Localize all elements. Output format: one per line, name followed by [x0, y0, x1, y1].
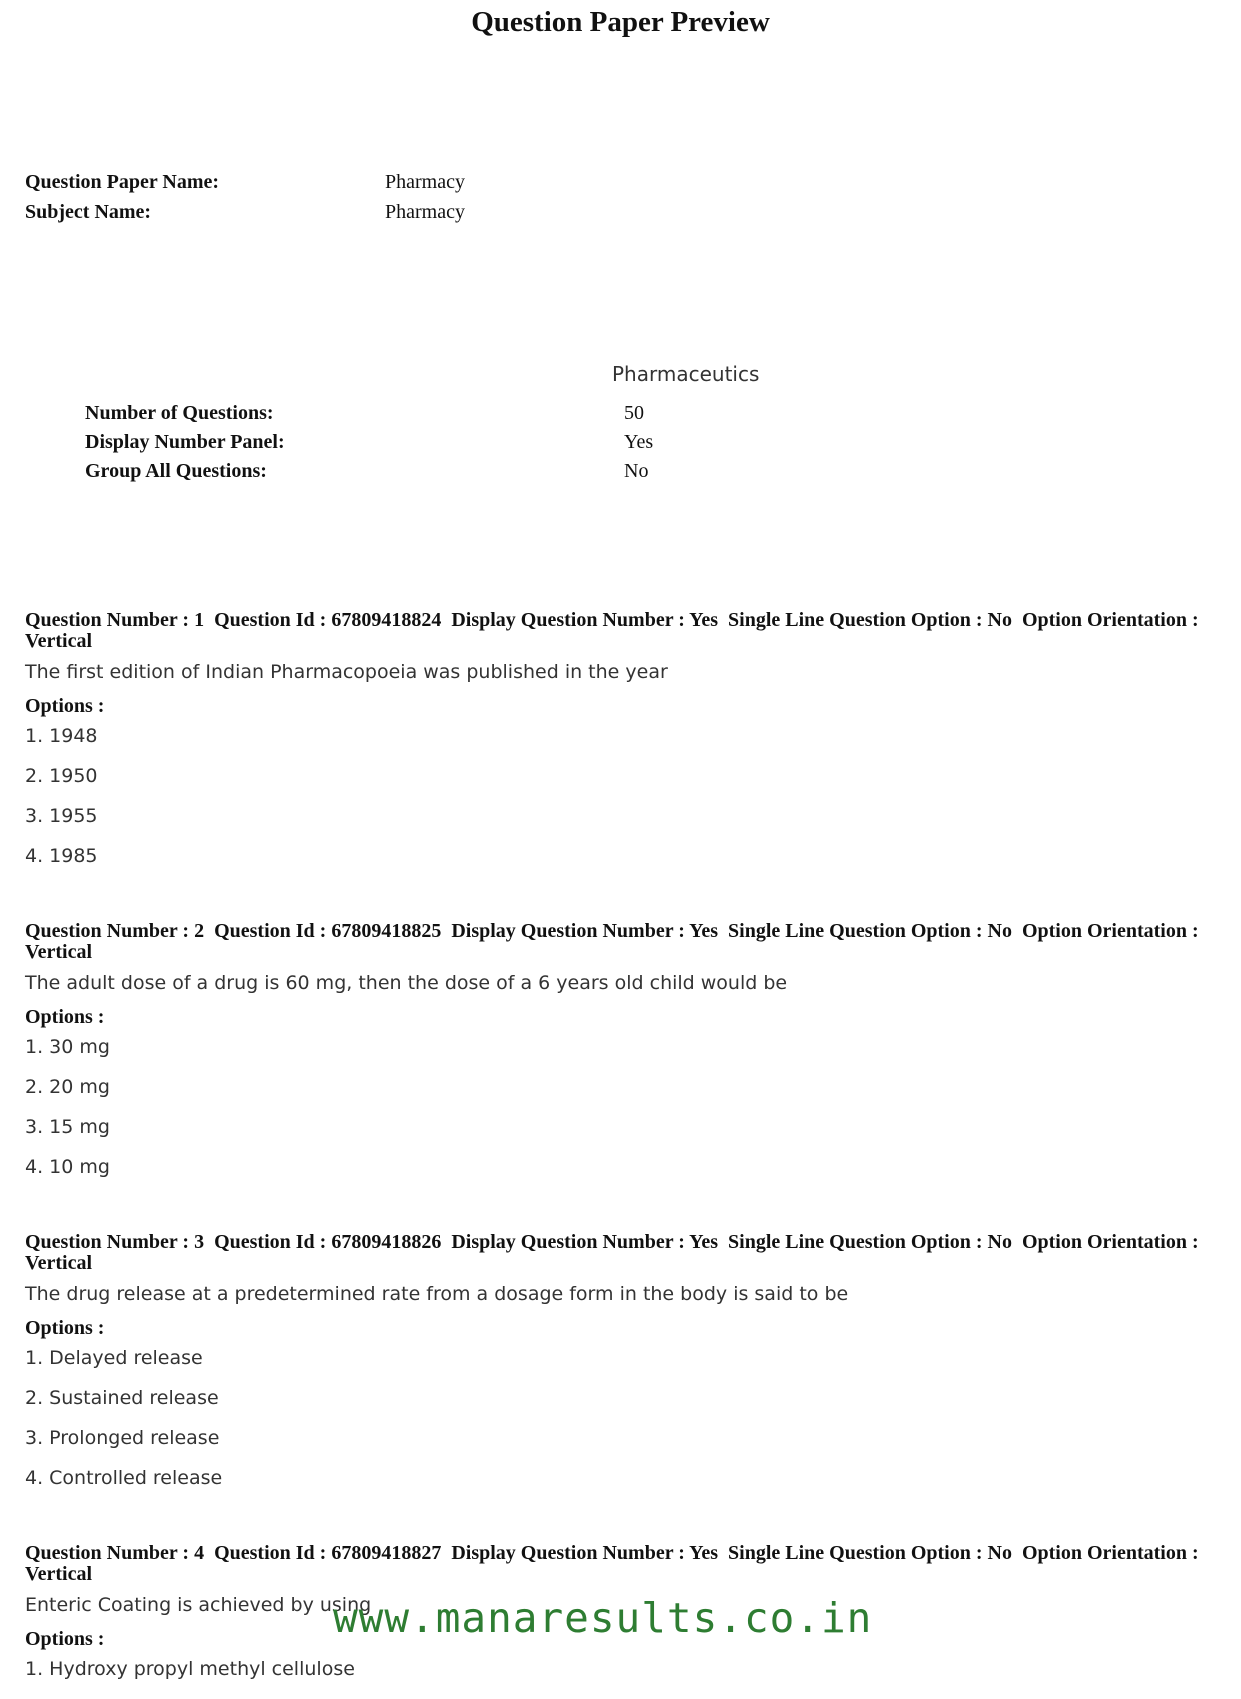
option-item: 3. 15 mg [25, 1116, 110, 1138]
options-label: Options : [25, 1628, 105, 1650]
section-row-value: Yes [624, 431, 654, 453]
section-row-value: No [624, 460, 649, 482]
question-block-2 [25, 921, 1215, 1189]
option-item: 4. Controlled release [25, 1467, 223, 1489]
paper-name-label: Question Paper Name: [25, 171, 220, 193]
option-item: 3. 1955 [25, 805, 98, 827]
section-row-value: 50 [624, 402, 644, 424]
question-block-3 [25, 1232, 1215, 1500]
option-item: 4. 10 mg [25, 1156, 110, 1178]
question-header: Question Number : 4 Question Id : 67809418827 Display Question Number : Yes Single Line Question Option : No Option Orientation : Vertical [25, 1542, 1204, 1585]
section-row-label: Number of Questions: [85, 402, 274, 424]
options-label: Options : [25, 695, 105, 717]
paper-name-value: Pharmacy [385, 171, 465, 193]
page-title: Question Paper Preview [471, 6, 770, 38]
option-item: 1. 30 mg [25, 1036, 110, 1058]
subject-name-value: Pharmacy [385, 201, 465, 223]
option-item: 2. Sustained release [25, 1387, 219, 1409]
option-item: 3. Prolonged release [25, 1427, 220, 1449]
question-header: Question Number : 2 Question Id : 67809418825 Display Question Number : Yes Single Line Question Option : No Option Orientation : Vertical [25, 920, 1204, 963]
question-header: Question Number : 3 Question Id : 67809418826 Display Question Number : Yes Single Line Question Option : No Option Orientation : Vertical [25, 1231, 1204, 1274]
option-item: 2. 1950 [25, 765, 98, 787]
section-name: Pharmaceutics [612, 362, 760, 386]
question-text: The adult dose of a drug is 60 mg, then the dose of a 6 years old child would be [25, 972, 788, 994]
question-text: The first edition of Indian Pharmacopoeia was published in the year [25, 661, 668, 683]
option-item: 1. 1948 [25, 725, 98, 747]
subject-name-label: Subject Name: [25, 201, 152, 223]
option-item: 1. Delayed release [25, 1347, 203, 1369]
section-row-label: Group All Questions: [85, 460, 267, 482]
option-item: 4. 1985 [25, 845, 98, 867]
options-label: Options : [25, 1317, 105, 1339]
question-block-1 [25, 610, 1215, 878]
website-watermark: www.manaresults.co.in [333, 1594, 873, 1642]
section-row-label: Display Number Panel: [85, 431, 285, 453]
option-item: 2. 20 mg [25, 1076, 110, 1098]
question-text: Enteric Coating is achieved by using [25, 1594, 372, 1616]
option-item: 1. Hydroxy propyl methyl cellulose [25, 1658, 355, 1680]
options-label: Options : [25, 1006, 105, 1028]
question-header: Question Number : 1 Question Id : 67809418824 Display Question Number : Yes Single Line Question Option : No Option Orientation : Vertical [25, 609, 1204, 652]
question-text: The drug release at a predetermined rate from a dosage form in the body is said to be [25, 1283, 849, 1305]
